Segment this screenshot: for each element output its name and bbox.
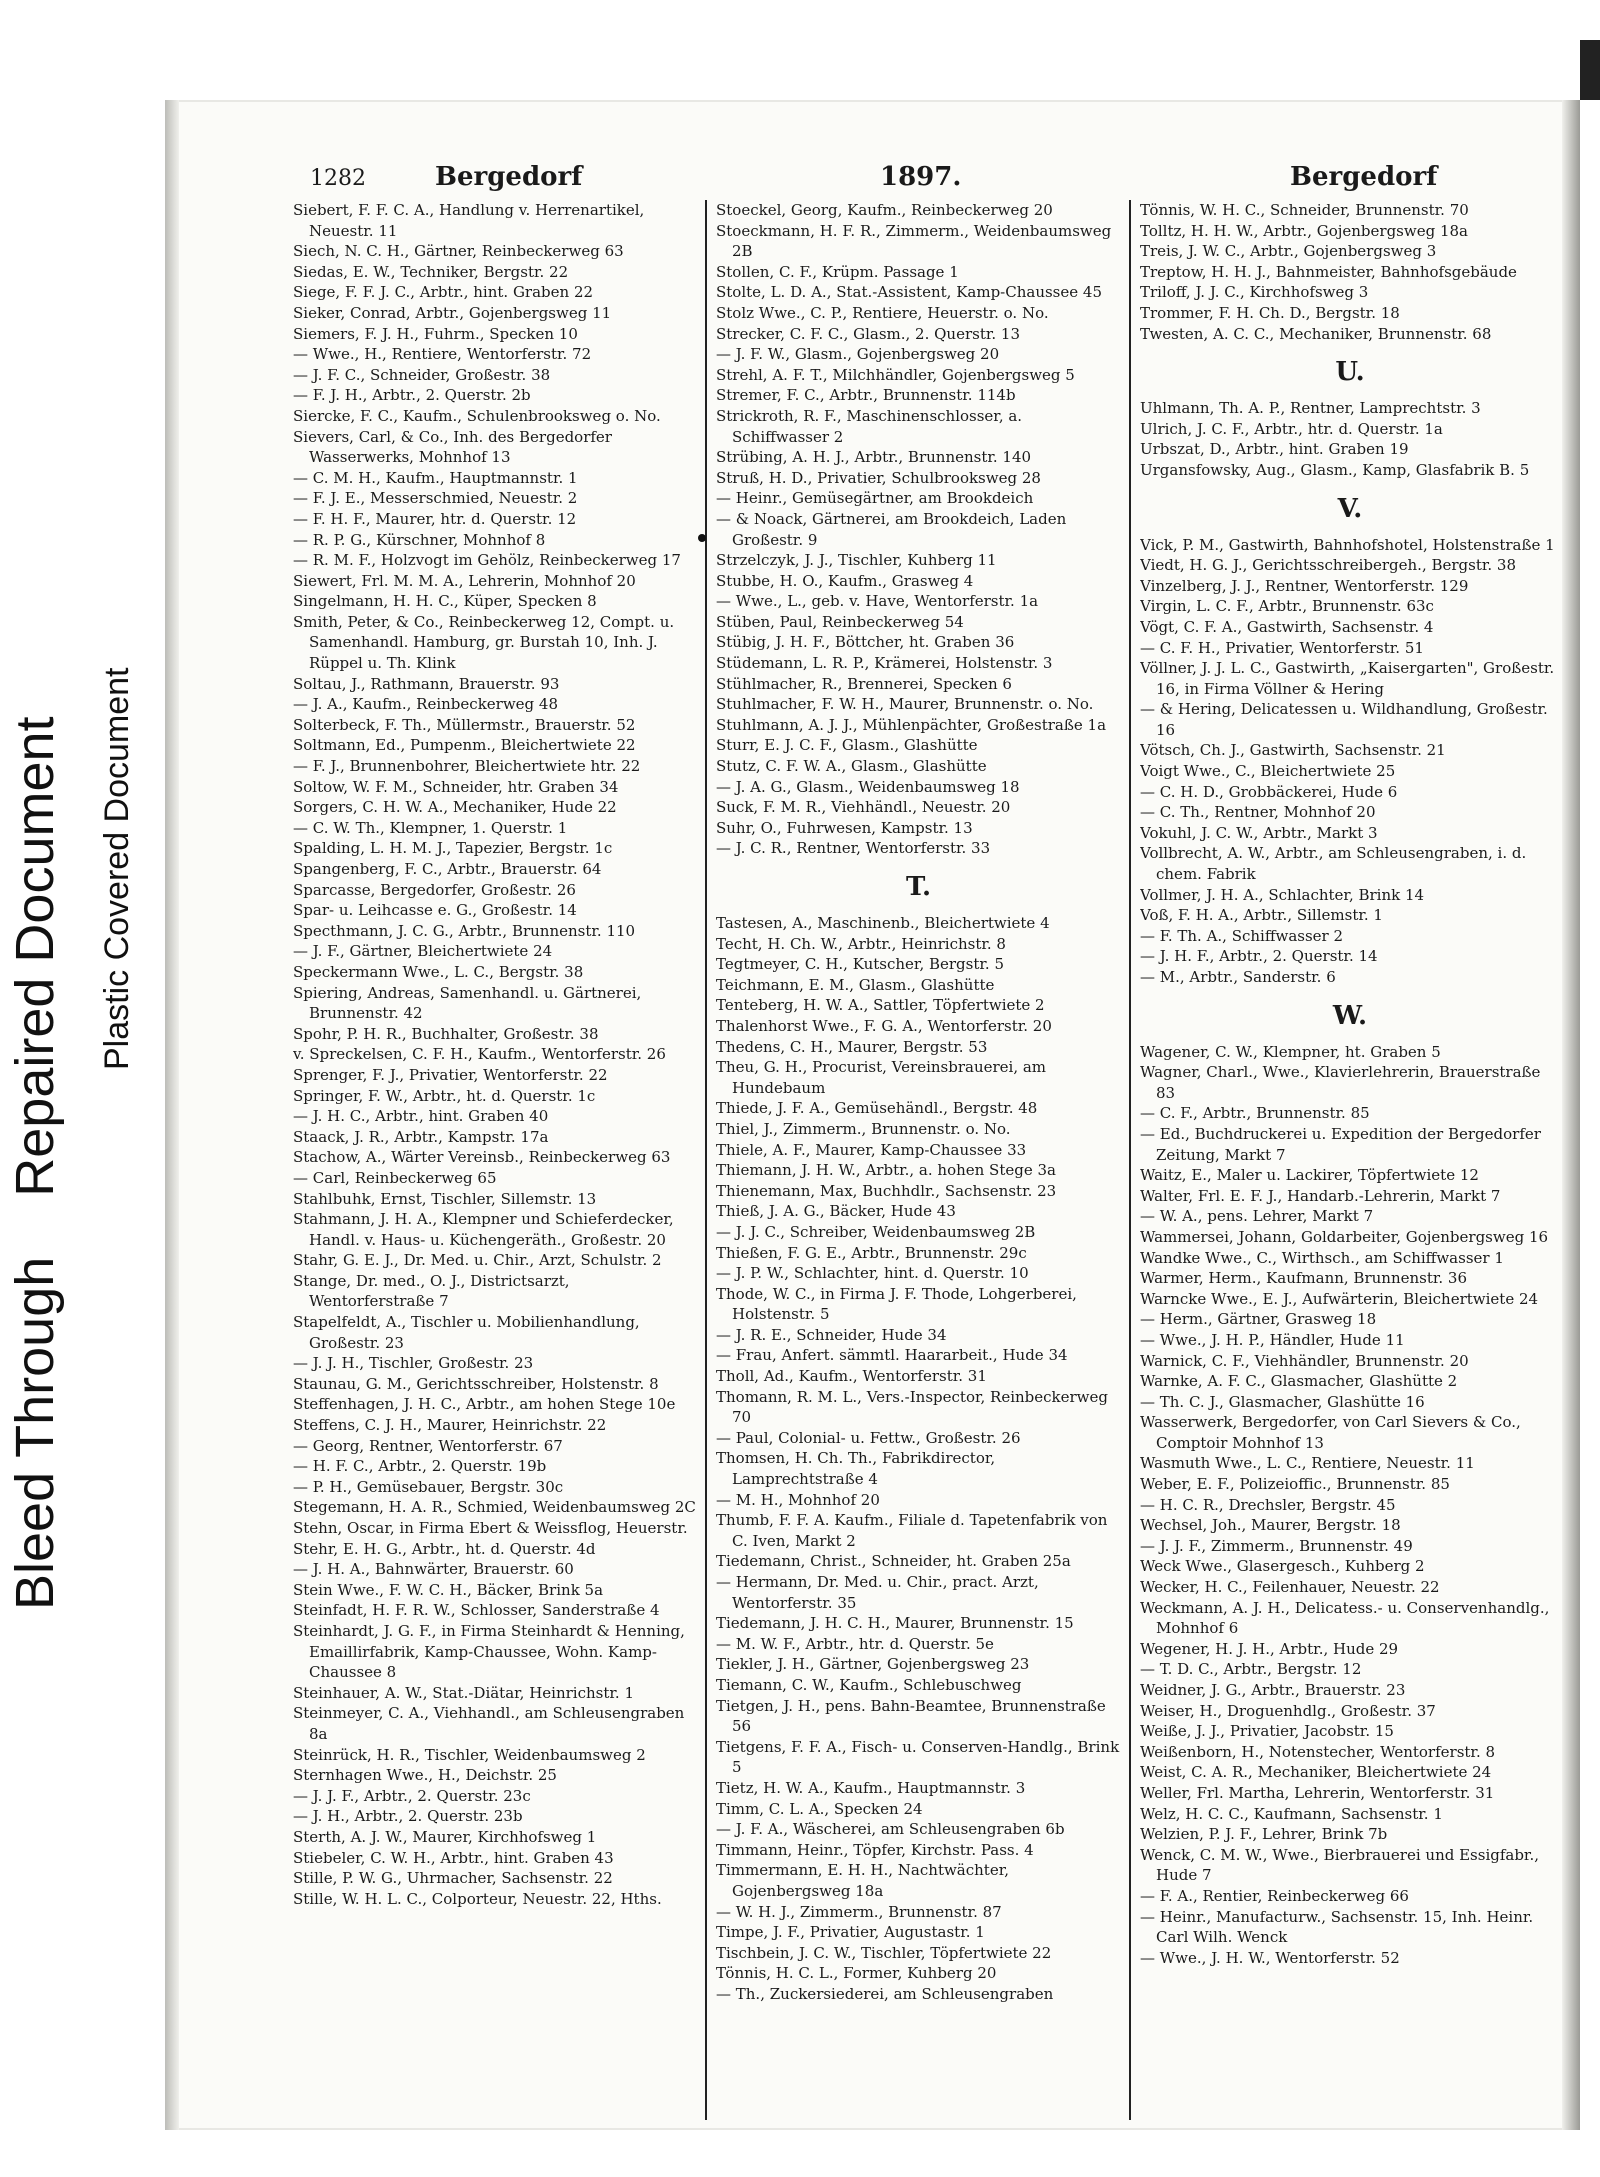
directory-entry: v. Spreckelsen, C. F. H., Kaufm., Wentorferstr. 26 [293,1045,666,1064]
directory-entry: Spalding, L. H. M. J., Tapezier, Bergstr. 1c [293,839,613,858]
directory-entry: Spar- u. Leihcasse e. G., Großestr. 14 [293,901,577,920]
directory-entry: Steffens, C. J. H., Maurer, Heinrichstr. 22 [293,1416,607,1435]
directory-entry: Timmermann, E. H. H., Nachtwächter, Gojenbergsweg 18a [716,1861,1010,1900]
directory-entry: Sorgers, C. H. W. A., Mechaniker, Hude 22 [293,798,617,817]
directory-entry: Timm, C. L. A., Specken 24 [716,1799,923,1818]
ink-dot [698,534,706,542]
directory-entry: Strehl, A. F. T., Milchhändler, Gojenbergsweg 5 [716,365,1075,384]
directory-entry: Vick, P. M., Gastwirth, Bahnhofshotel, Holstenstraße 1 [1140,535,1555,554]
directory-entry: Timmann, Heinr., Töpfer, Kirchstr. Pass. 4 [716,1840,1034,1859]
directory-entry: — H. C. R., Drechsler, Bergstr. 45 [1140,1495,1396,1514]
directory-entry: Warncke Wwe., E. J., Aufwärterin, Bleichertwiete 24 [1140,1289,1539,1308]
directory-entry: Stolte, L. D. A., Stat.-Assistent, Kamp-Chaussee 45 [716,283,1102,302]
directory-entry: Weidner, J. G., Arbtr., Brauerstr. 23 [1140,1681,1406,1699]
directory-entry: — Heinr., Manufacturw., Sachsenstr. 15, Inh. Heinr. Carl Wilh. Wenck [1140,1907,1534,1947]
directory-entry: — C. F. H., Privatier, Wentorferstr. 51 [1140,638,1424,657]
directory-entry: Weber, E. F., Polizeioffic., Brunnenstr. 85 [1140,1475,1450,1494]
directory-entry: — R. P. G., Kürschner, Mohnhof 8 [293,530,546,549]
directory-entry: — P. H., Gemüsebauer, Bergstr. 30c [293,1477,564,1496]
directory-entry: Treis, J. W. C., Arbtr., Gojenbergsweg 3 [1140,242,1437,261]
page-edge-right [1562,100,1580,2130]
directory-entry: Sparcasse, Bergedorfer, Großestr. 26 [293,880,576,899]
directory-entry: Stahmann, J. H. A., Klempner und Schieferdecker, Handl. v. Haus- u. Küchengeräth., Großestr. 20 [293,1210,674,1249]
directory-entry: — J. F. A., Wäscherei, am Schleusengraben 6b [716,1820,1065,1839]
directory-entry: — J. H., Arbtr., 2. Querstr. 23b [293,1807,523,1826]
directory-entry: — R. M. F., Holzvogt im Gehölz, Reinbeckerweg 17 [293,551,681,570]
directory-entry: Walter, Frl. E. F. J., Handarb.-Lehrerin, Markt 7 [1140,1186,1501,1205]
directory-entry: Warmer, Herm., Kaufmann, Brunnenstr. 36 [1140,1269,1468,1288]
directory-entry: Vögt, C. F. A., Gastwirth, Sachsenstr. 4 [1140,617,1434,636]
directory-entry: — F. A., Rentier, Reinbeckerweg 66 [1140,1886,1409,1905]
directory-entry: Welz, H. C. C., Kaufmann, Sachsenstr. 1 [1140,1804,1443,1823]
directory-entry: Soltow, W. F. M., Schneider, htr. Graben 34 [293,777,619,796]
directory-entry: — J. A. G., Glasm., Weidenbaumsweg 18 [716,777,1020,796]
directory-entry: Twesten, A. C. C., Mechaniker, Brunnenstr. 68 [1140,324,1492,343]
directory-entry: Voß, F. H. A., Arbtr., Sillemstr. 1 [1140,906,1383,925]
directory-entry: — & Hering, Delicatessen u. Wildhandlung, Großestr. 16 [1140,700,1548,739]
directory-entry: — J. J. F., Zimmerm., Brunnenstr. 49 [1140,1536,1413,1555]
directory-entry: Stehr, E. H. G., Arbtr., ht. d. Querstr. 4d [293,1539,596,1558]
directory-entry: Wammersei, Johann, Goldarbeiter, Gojenbergsweg 16 [1140,1227,1549,1246]
scan-corner-mark [1580,40,1600,100]
directory-entry: Wagner, Charl., Wwe., Klavierlehrerin, Brauerstraße 83 [1140,1063,1541,1102]
page-edge-left [165,100,179,2130]
directory-entry: Thalenhorst Wwe., F. G. A., Wentorferstr. 20 [716,1016,1052,1035]
entry-group-t-cont [1140,200,1560,344]
directory-entry: — J. F. W., Glasm., Gojenbergsweg 20 [716,345,1000,364]
directory-entry: — C. F., Arbtr., Brunnenstr. 85 [1140,1104,1370,1123]
directory-entry: Stahlbuhk, Ernst, Tischler, Sillemstr. 13 [293,1189,597,1208]
directory-entry: Timpe, J. F., Privatier, Augustastr. 1 [716,1923,985,1942]
directory-entry: Thomann, R. M. L., Vers.-Inspector, Reinbeckerweg 70 [716,1387,1108,1427]
directory-entry: Steinmeyer, C. A., Viehhandl., am Schleusengraben 8a [293,1704,685,1743]
directory-entry: Wegener, H. J. H., Arbtr., Hude 29 [1140,1639,1399,1658]
directory-column-1 [293,200,698,2130]
directory-entry: Tenteberg, H. W. A., Sattler, Töpfertwiete 2 [716,996,1045,1015]
directory-entry: — M., Arbtr., Sanderstr. 6 [1140,968,1336,986]
directory-entry: Soltau, J., Rathmann, Brauerstr. 93 [293,674,560,693]
directory-entry: Weller, Frl. Martha, Lehrerin, Wentorferstr. 31 [1140,1783,1495,1802]
directory-entry: Wagener, C. W., Klempner, ht. Graben 5 [1140,1042,1441,1061]
directory-entry: Stegemann, H. A. R., Schmied, Weidenbaumsweg 2C [293,1498,696,1517]
directory-entry: Suck, F. M. R., Viehhändl., Neuestr. 20 [716,798,1011,817]
directory-entry: — F. J., Brunnenbohrer, Bleichertwiete htr. 22 [293,757,641,776]
directory-entry: Vollbrecht, A. W., Arbtr., am Schleusengraben, i. d. chem. Fabrik [1140,844,1527,884]
directory-entry: — J. H. C., Arbtr., hint. Graben 40 [293,1107,549,1126]
directory-entry: Warnick, C. F., Viehhändler, Brunnenstr. 20 [1140,1351,1469,1370]
directory-entry: Weck Wwe., Glasergesch., Kuhberg 2 [1140,1557,1425,1576]
directory-entry: Thode, W. C., in Firma J. F. Thode, Lohgerberei, Holstenstr. 5 [716,1284,1077,1324]
directory-entry: Tolltz, H. H. W., Arbtr., Gojenbergsweg 18a [1140,221,1468,240]
directory-entry: Stahr, G. E. J., Dr. Med. u. Chir., Arzt, Schulstr. 2 [293,1251,662,1270]
directory-entry: Stüdemann, L. R. P., Krämerei, Holstenstr. 3 [716,654,1053,673]
directory-entry: Speckermann Wwe., L. C., Bergstr. 38 [293,962,584,981]
entry-group-s [716,200,1121,859]
directory-entry: — Carl, Reinbeckerweg 65 [293,1168,497,1187]
entry-group-u [1140,398,1560,480]
directory-entry: — M. H., Mohnhof 20 [716,1490,880,1509]
directory-entry: — Th. C. J., Glasmacher, Glashütte 16 [1140,1392,1425,1411]
directory-entry: Struß, H. D., Privatier, Schulbrooksweg 28 [716,468,1041,487]
directory-entry: Sternhagen Wwe., H., Deichstr. 25 [293,1766,557,1785]
directory-entry: Tegtmeyer, C. H., Kutscher, Bergstr. 5 [716,955,1004,974]
directory-entry: Siercke, F. C., Kaufm., Schulenbrooksweg o. No. [293,406,661,425]
header-year: 1897. [880,162,962,192]
directory-entry: Specthmann, J. C. G., Arbtr., Brunnenstr. 110 [293,921,636,940]
section-letter-u: U. [1335,357,1365,388]
page-header [310,162,1438,196]
directory-entry: — J. H. F., Arbtr., 2. Querstr. 14 [1140,947,1378,966]
directory-entry: Tiekler, J. H., Gärtner, Gojenbergsweg 23 [716,1655,1030,1674]
directory-entry: Smith, Peter, & Co., Reinbeckerweg 12, Compt. u. Samenhandl. Hamburg, gr. Burstah 10, Inh. J. Rüppel u. Th. Klink [293,612,675,673]
directory-entry: Spangenberg, F. C., Arbtr., Brauerstr. 64 [293,860,602,878]
directory-entry: Sturr, E. J. C. F., Glasm., Glashütte [716,736,978,755]
directory-entry: Tönnis, H. C. L., Former, Kuhberg 20 [716,1964,997,1983]
directory-entry: Techt, H. Ch. W., Arbtr., Heinrichstr. 8 [716,934,1006,953]
directory-entry: — Hermann, Dr. Med. u. Chir., pract. Arzt, Wentorferstr. 35 [716,1573,1039,1612]
directory-entry: Strübing, A. H. J., Arbtr., Brunnenstr. 140 [716,448,1032,467]
directory-entry: Sprenger, F. J., Privatier, Wentorferstr. 22 [293,1065,608,1084]
directory-entry: Stein Wwe., F. W. C. H., Bäcker, Brink 5a [293,1580,604,1599]
directory-entry: Stehn, Oscar, in Firma Ebert & Weissflog, Heuerstr. [293,1519,688,1537]
directory-entry: Singelmann, H. H. C., Küper, Specken 8 [293,592,597,611]
directory-entry: Viedt, H. G. J., Gerichtsschreibergeh., Bergstr. 38 [1140,556,1517,575]
directory-entry: Ulrich, J. C. F., Arbtr., htr. d. Querstr. 1a [1140,419,1443,438]
section-letter-w: W. [1332,1000,1368,1031]
directory-entry: — C. H. D., Grobbäckerei, Hude 6 [1140,782,1398,801]
directory-entry: — F. Th. A., Schiffwasser 2 [1140,926,1344,945]
directory-entry: Stübig, J. H. F., Böttcher, ht. Graben 36 [716,633,1015,652]
entry-group-w [1140,1042,1560,1969]
directory-entry: — J. C. R., Rentner, Wentorferstr. 33 [716,839,991,858]
directory-entry: Thomsen, H. Ch. Th., Fabrikdirector, Lamprechtstraße 4 [716,1449,996,1489]
column-rule [705,200,707,2120]
directory-entry: Stille, W. H. L. C., Colporteur, Neuestr. 22, Hths. [293,1889,662,1908]
directory-entry: — F. J. E., Messerschmied, Neuestr. 2 [293,489,578,508]
directory-entry: Siebert, F. F. C. A., Handlung v. Herrenartikel, Neuestr. 11 [293,201,645,240]
directory-entry: Siewert, Frl. M. M. A., Lehrerin, Mohnhof 20 [293,571,636,590]
directory-entry: Tiedemann, J. H. C. H., Maurer, Brunnenstr. 15 [716,1614,1074,1633]
directory-entry: Thiemann, J. H. W., Arbtr., a. hohen Stege 3a [716,1161,1056,1180]
directory-entry: Stuhlmann, A. J. J., Mühlenpächter, Großestraße 1a [716,715,1107,734]
directory-entry: Tönnis, W. H. C., Schneider, Brunnenstr. 70 [1140,201,1469,219]
directory-entry: Stoeckel, Georg, Kaufm., Reinbeckerweg 20 [716,201,1053,219]
directory-entry: — Ed., Buchdruckerei u. Expedition der Bergedorfer Zeitung, Markt 7 [1140,1124,1541,1164]
directory-entry: Tiedemann, Christ., Schneider, ht. Graben 25a [716,1552,1071,1571]
directory-entry: Stühlmacher, R., Brennerei, Specken 6 [716,674,1012,693]
directory-entry: — F. J. H., Arbtr., 2. Querstr. 2b [293,386,531,405]
directory-entry: Sieker, Conrad, Arbtr., Gojenbergsweg 11 [293,303,612,322]
directory-entry: Stille, P. W. G., Uhrmacher, Sachsenstr. 22 [293,1869,613,1888]
repaired-document-label: Repaired Document [5,716,65,1197]
directory-entry: Welzien, P. J. F., Lehrer, Brink 7b [1140,1825,1388,1844]
directory-entry: — Wwe., H., Rentiere, Wentorferstr. 72 [293,345,592,364]
directory-entry: — Wwe., J. H. W., Wentorferstr. 52 [1140,1948,1400,1967]
directory-column-3 [1140,200,1560,2130]
directory-entry: Voigt Wwe., C., Bleichertwiete 25 [1140,762,1396,781]
directory-entry: Siedas, E. W., Techniker, Bergstr. 22 [293,262,569,281]
directory-entry: Weißenborn, H., Notenstecher, Wentorferstr. 8 [1140,1742,1496,1761]
directory-entry: Siemers, F. J. H., Fuhrm., Specken 10 [293,324,578,343]
directory-entry: Stoeckmann, H. F. R., Zimmerm., Weidenbaumsweg 2B [716,221,1112,261]
directory-entry: Suhr, O., Fuhrwesen, Kampstr. 13 [716,818,973,837]
directory-entry: Stuhlmacher, F. W. H., Maurer, Brunnenstr. o. No. [716,695,1094,714]
directory-entry: Uhlmann, Th. A. P., Rentner, Lamprechtstr. 3 [1140,399,1481,418]
directory-entry: Wasmuth Wwe., L. C., Rentiere, Neuestr. 11 [1140,1454,1475,1473]
directory-entry: — J. F., Gärtner, Bleichertwiete 24 [293,942,553,961]
directory-entry: Virgin, L. C. F., Arbtr., Brunnenstr. 63c [1140,597,1434,616]
directory-entry: Tholl, Ad., Kaufm., Wentorferstr. 31 [716,1367,987,1386]
directory-entry: Wechsel, Joh., Maurer, Bergstr. 18 [1140,1516,1401,1535]
header-right-title: Bergedorf [1290,162,1438,192]
directory-entry: Trommer, F. H. Ch. D., Bergstr. 18 [1140,303,1400,322]
directory-entry: — H. F. C., Arbtr., 2. Querstr. 19b [293,1457,547,1476]
directory-entry: Thiede, J. F. A., Gemüsehändl., Bergstr. 48 [716,1099,1038,1118]
directory-entry: Stapelfeldt, A., Tischler u. Mobilienhandlung, Großestr. 23 [293,1313,640,1352]
directory-entry: Spiering, Andreas, Samenhandl. u. Gärtnerei, Brunnenstr. 42 [293,983,642,1023]
entry-group-t [716,913,1121,2004]
directory-entry: Stubbe, H. O., Kaufm., Grasweg 4 [716,571,974,590]
directory-entry: — C. Th., Rentner, Mohnhof 20 [1140,803,1376,822]
bleed-through-label: Bleed Through [5,1256,65,1610]
directory-entry: — Heinr., Gemüsegärtner, am Brookdeich [716,489,1034,508]
directory-entry: Tastesen, A., Maschinenb., Bleichertwiete 4 [716,914,1050,932]
directory-entry: Springer, F. W., Arbtr., ht. d. Querstr. 1c [293,1086,596,1105]
directory-entry: — Herm., Gärtner, Grasweg 18 [1140,1310,1377,1329]
directory-entry: Wandke Wwe., C., Wirthsch., am Schiffwasser 1 [1140,1248,1504,1267]
directory-entry: — Wwe., J. H. P., Händler, Hude 11 [1140,1330,1405,1349]
directory-entry: — T. D. C., Arbtr., Bergstr. 12 [1140,1660,1362,1679]
directory-entry: Staunau, G. M., Gerichtsschreiber, Holstenstr. 8 [293,1374,659,1393]
directory-entry: Vinzelberg, J. J., Rentner, Wentorferstr. 129 [1140,576,1469,595]
directory-entry: Sterth, A. J. W., Maurer, Kirchhofsweg 1 [293,1827,597,1846]
directory-entry: Urbszat, D., Arbtr., hint. Graben 19 [1140,440,1409,459]
entry-group-v [1140,535,1560,988]
directory-entry: Strecker, C. F. C., Glasm., 2. Querstr. 13 [716,324,1021,343]
directory-entry: Vokuhl, J. C. W., Arbtr., Markt 3 [1140,823,1378,842]
directory-entry: — Georg, Rentner, Wentorferstr. 67 [293,1436,563,1455]
directory-entry: Wasserwerk, Bergedorfer, von Carl Sievers & Co., Comptoir Mohnhof 13 [1140,1413,1521,1452]
directory-entry: — Wwe., L., geb. v. Have, Wentorferstr. 1a [716,592,1039,611]
directory-entry: — J. R. E., Schneider, Hude 34 [716,1325,947,1344]
directory-entry: Thedens, C. H., Maurer, Bergstr. 53 [716,1037,988,1056]
directory-entry: Thiele, A. F., Maurer, Kamp-Chaussee 33 [716,1140,1027,1159]
directory-entry: Weiße, J. J., Privatier, Jacobstr. 15 [1140,1722,1394,1741]
directory-entry: — W. H. J., Zimmerm., Brunnenstr. 87 [716,1902,1002,1921]
section-letter-t: T. [905,872,932,902]
directory-entry: Spohr, P. H. R., Buchhalter, Großestr. 38 [293,1024,599,1043]
column-rule [1129,200,1131,2120]
directory-entry: Stollen, C. F., Krüpm. Passage 1 [716,262,959,281]
directory-entry: Stiebeler, C. W. H., Arbtr., hint. Graben 43 [293,1848,614,1867]
directory-entry: Treptow, H. H. J., Bahnmeister, Bahnhofsgebäude [1140,262,1517,281]
directory-entry: Stutz, C. F. W. A., Glasm., Glashütte [716,757,987,776]
directory-entry: — & Noack, Gärtnerei, am Brookdeich, Laden Großestr. 9 [716,509,1067,549]
directory-entry: — M. W. F., Arbtr., htr. d. Querstr. 5e [716,1634,994,1653]
directory-entry: — W. A., pens. Lehrer, Markt 7 [1140,1207,1374,1226]
directory-entry: Tietgens, F. F. A., Fisch- u. Conserven-Handlg., Brink 5 [716,1737,1120,1777]
directory-entry: Steinfadt, H. F. R. W., Schlosser, Sanderstraße 4 [293,1601,660,1620]
directory-entry: — J. J. H., Tischler, Großestr. 23 [293,1354,534,1373]
directory-entry: Weiser, H., Droguenhdlg., Großestr. 37 [1140,1701,1436,1720]
directory-entry: Tietz, H. W. A., Kaufm., Hauptmannstr. 3 [716,1778,1026,1797]
directory-entry: Tiemann, C. W., Kaufm., Schlebuschweg [716,1675,1022,1694]
directory-entry: Strickroth, R. F., Maschinenschlosser, a. Schiffwasser 2 [716,406,1023,446]
directory-column-2 [716,200,1121,2130]
directory-entry: Wecker, H. C., Feilenhauer, Neuestr. 22 [1140,1578,1440,1597]
directory-entry: Urgansfowsky, Aug., Glasm., Kamp, Glasfabrik B. 5 [1140,460,1530,479]
directory-entry: Strzelczyk, J. J., Tischler, Kuhberg 11 [716,551,997,570]
directory-entry: — J. F. C., Schneider, Großestr. 38 [293,365,551,384]
directory-entry: — Paul, Colonial- u. Fettw., Großestr. 26 [716,1428,1021,1447]
directory-entry: Thumb, F. F. A. Kaufm., Filiale d. Tapetenfabrik von C. Iven, Markt 2 [716,1511,1108,1550]
directory-entry: — J. J. C., Schreiber, Weidenbaumsweg 2B [716,1222,1036,1241]
directory-entry: Waitz, E., Maler u. Lackirer, Töpfertwiete 12 [1140,1166,1479,1185]
directory-entry: Steinhardt, J. G. F., in Firma Steinhardt & Henning, Emaillirfabrik, Kamp-Chaussee, Wohn. Kamp-Chaussee 8 [293,1621,685,1682]
directory-entry: Thiel, J., Zimmerm., Brunnenstr. o. No. [716,1119,1011,1138]
directory-entry: Steffenhagen, J. H. C., Arbtr., am hohen Stege 10e [293,1395,676,1414]
directory-entry: Sievers, Carl, & Co., Inh. des Bergedorfer Wasserwerks, Mohnhof 13 [293,427,612,467]
page-number: 1282 [310,166,366,191]
directory-entry: — C. W. Th., Klempner, 1. Querstr. 1 [293,818,568,837]
directory-entry: Triloff, J. J. C., Kirchhofsweg 3 [1140,283,1369,302]
directory-entry: Solterbeck, F. Th., Müllermstr., Brauerstr. 52 [293,715,636,734]
directory-entry: Teichmann, E. M., Glasm., Glashütte [716,975,995,994]
directory-entry: Siege, F. F. J. C., Arbtr., hint. Graben 22 [293,283,594,302]
directory-entry: Stachow, A., Wärter Vereinsb., Reinbeckerweg 63 [293,1148,671,1167]
directory-entry: — C. M. H., Kaufm., Hauptmannstr. 1 [293,468,578,487]
directory-entry: Steinhauer, A. W., Stat.-Diätar, Heinrichstr. 1 [293,1683,634,1702]
directory-entry: Tietgen, J. H., pens. Bahn-Beamtee, Brunnenstraße 56 [716,1696,1106,1736]
directory-entry: — J. H. A., Bahnwärter, Brauerstr. 60 [293,1560,574,1579]
directory-entry: Weckmann, A. J. H., Delicatess.- u. Conservenhandlg., Mohnhof 6 [1140,1598,1550,1638]
directory-entry: — J. A., Kaufm., Reinbeckerweg 48 [293,695,558,714]
directory-entry: Siech, N. C. H., Gärtner, Reinbeckerweg 63 [293,242,624,261]
directory-entry: — J. J. F., Arbtr., 2. Querstr. 23c [293,1786,531,1805]
directory-entry: Steinrück, H. R., Tischler, Weidenbaumsweg 2 [293,1745,646,1764]
directory-entry: Soltmann, Ed., Pumpenm., Bleichertwiete 22 [293,736,636,755]
directory-entry: Tischbein, J. C. W., Tischler, Töpfertwiete 22 [716,1943,1052,1962]
directory-entry: Theu, G. H., Procurist, Vereinsbrauerei, am Hundebaum [716,1058,1047,1097]
directory-entry: — Th., Zuckersiederei, am Schleusengraben [716,1984,1054,2003]
directory-entry: Stolz Wwe., C. P., Rentiere, Heuerstr. o. No. [716,303,1049,322]
directory-entry: Weist, C. A. R., Mechaniker, Bleichertwiete 24 [1140,1763,1492,1782]
directory-entry: Völlner, J. J. L. C., Gastwirth, „Kaisergarten", Großestr. 16, in Firma Völlner & Hering [1140,659,1555,698]
side-label-bleed-repaired [0,0,70,1610]
plastic-covered-label: Plastic Covered Document [98,667,136,1070]
directory-entry: Warnke, A. F. C., Glasmacher, Glashütte 2 [1140,1372,1458,1391]
directory-entry: Stremer, F. C., Arbtr., Brunnenstr. 114b [716,386,1016,405]
directory-entry: — J. P. W., Schlachter, hint. d. Querstr. 10 [716,1264,1029,1283]
section-letter-v: V. [1337,493,1363,524]
directory-entry: Staack, J. R., Arbtr., Kampstr. 17a [293,1127,549,1146]
directory-entry: Vötsch, Ch. J., Gastwirth, Sachsenstr. 21 [1140,741,1446,760]
directory-entry: Stüben, Paul, Reinbeckerweg 54 [716,612,964,631]
directory-entry: — Frau, Anfert. sämmtl. Haararbeit., Hude 34 [716,1346,1068,1365]
directory-entry: — F. H. F., Maurer, htr. d. Querstr. 12 [293,509,577,528]
header-left-title: Bergedorf [435,162,583,192]
directory-entry: Thieß, J. A. G., Bäcker, Hude 43 [716,1202,956,1221]
directory-entry: Wenck, C. M. W., Wwe., Bierbrauerei und Essigfabr., Hude 7 [1140,1845,1539,1885]
directory-entry: Stange, Dr. med., O. J., Districtsarzt, Wentorferstraße 7 [293,1271,570,1311]
directory-entry: Thießen, F. G. E., Arbtr., Brunnenstr. 29c [716,1243,1027,1262]
directory-entry: Vollmer, J. H. A., Schlachter, Brink 14 [1140,885,1425,904]
directory-entry: Thienemann, Max, Buchhdlr., Sachsenstr. 23 [716,1181,1057,1200]
